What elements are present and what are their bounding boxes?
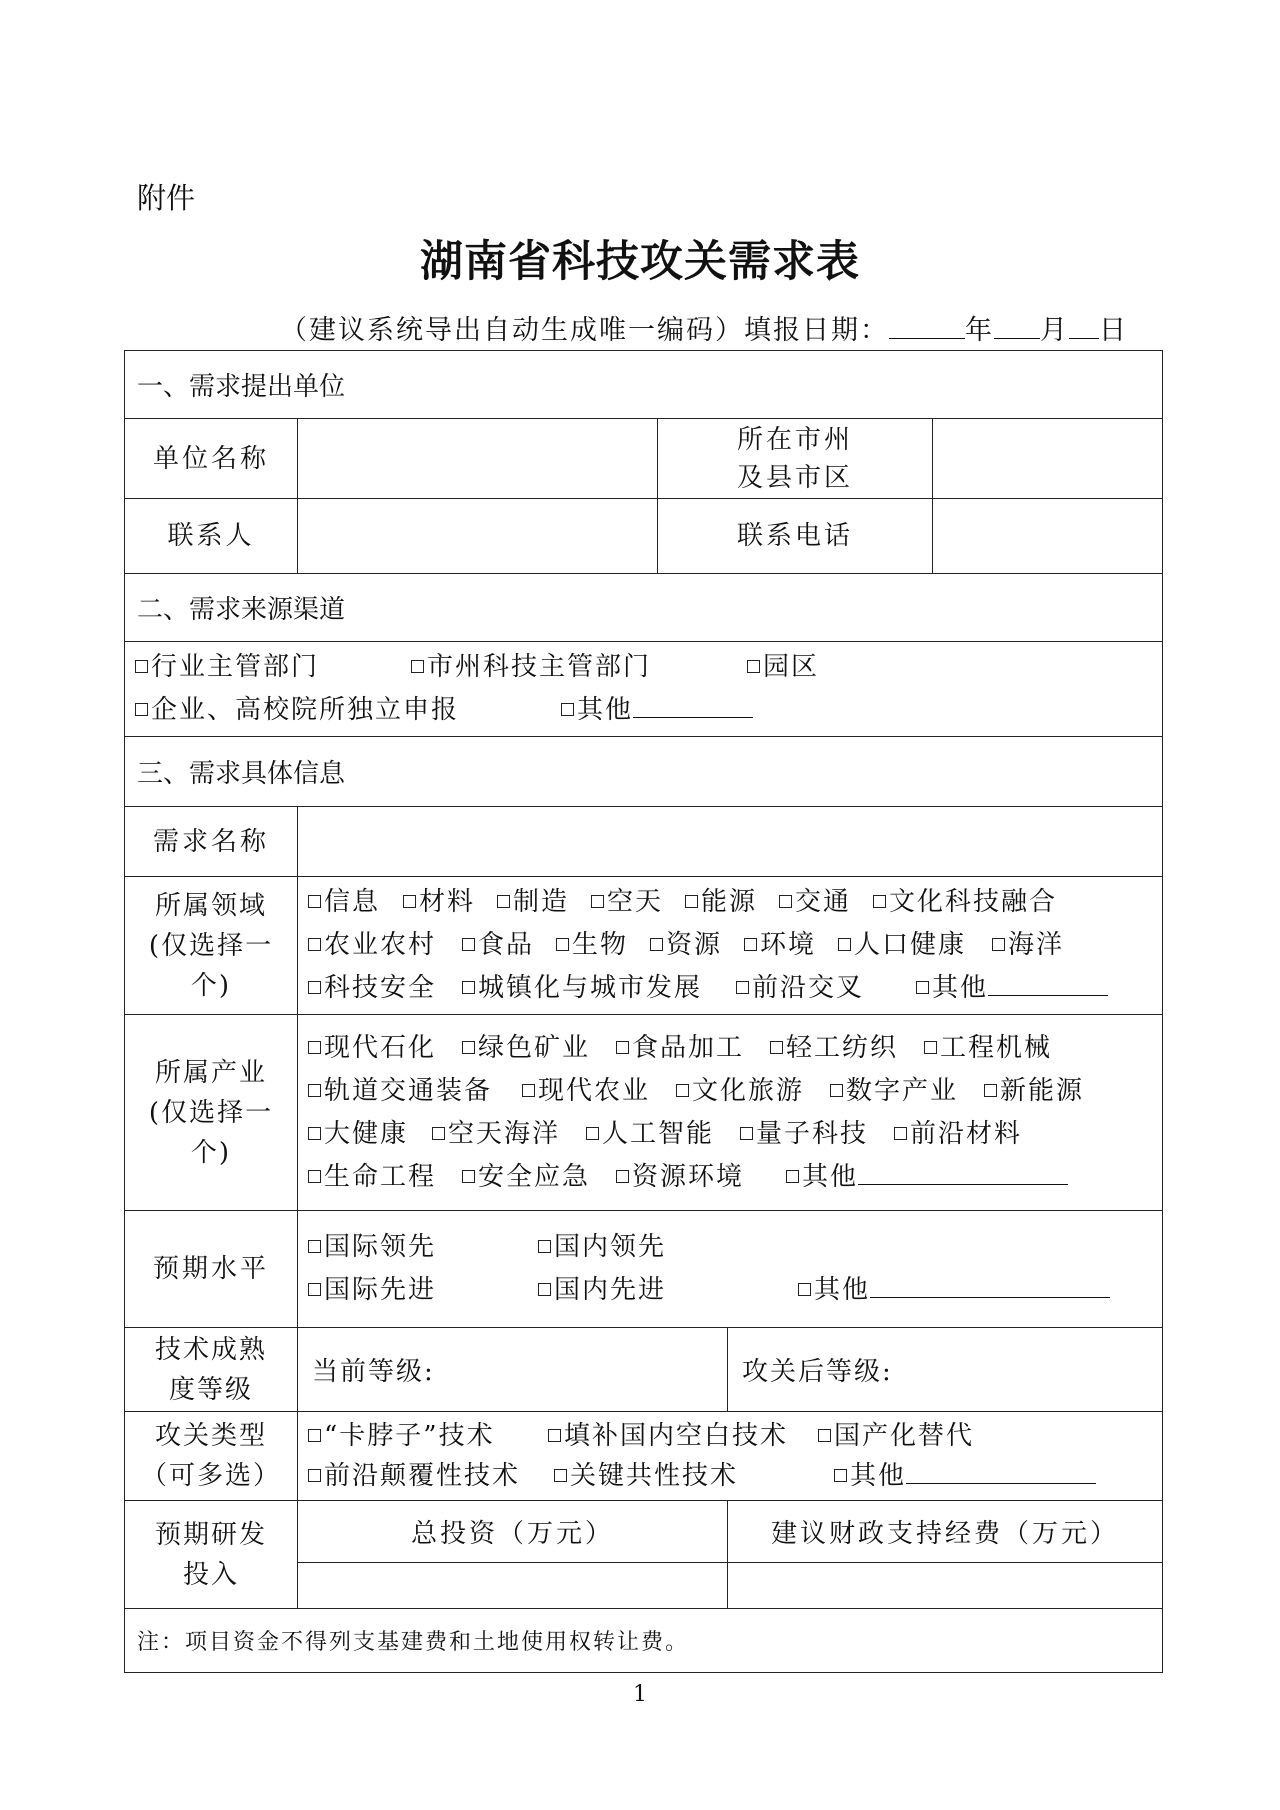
checkbox[interactable] <box>432 1127 445 1140</box>
other-blank[interactable] <box>988 969 1108 996</box>
type-option[interactable]: 关键共性技术 <box>554 1456 834 1496</box>
checkbox[interactable] <box>308 938 321 951</box>
industry-option[interactable]: 新能源 <box>984 1070 1084 1113</box>
other-blank[interactable] <box>906 1457 1096 1484</box>
checkbox[interactable] <box>135 660 148 673</box>
checkbox[interactable] <box>462 981 475 994</box>
field-option[interactable]: 人口健康 <box>838 924 992 967</box>
checkbox[interactable] <box>308 1084 321 1097</box>
year-blank[interactable] <box>889 314 965 339</box>
field-option[interactable]: 空天 <box>591 881 685 924</box>
field-option[interactable]: 海洋 <box>992 924 1064 967</box>
attachment-label: 附件 <box>137 181 196 215</box>
level-option[interactable]: 国际先进 <box>308 1269 538 1312</box>
checkbox[interactable] <box>462 1170 475 1183</box>
industry-option[interactable]: 空天海洋 <box>432 1113 586 1156</box>
field-option[interactable]: 材料 <box>403 881 497 924</box>
type-option[interactable]: 前沿颠覆性技术 <box>308 1456 554 1496</box>
checkbox[interactable] <box>462 1041 475 1054</box>
industry-option[interactable]: 工程机械 <box>924 1027 1052 1070</box>
source-option[interactable]: 园区 <box>747 646 819 689</box>
month-blank[interactable] <box>994 314 1040 339</box>
total-investment-field[interactable] <box>298 1563 728 1609</box>
level-option[interactable]: 国内先进 <box>538 1269 798 1312</box>
phone-field[interactable] <box>933 499 1163 574</box>
year-label: 年 <box>965 315 994 346</box>
checkbox[interactable] <box>308 1429 321 1442</box>
type-option[interactable]: 其他 <box>834 1456 906 1496</box>
checkbox[interactable] <box>834 1469 847 1482</box>
unit-name-field[interactable] <box>298 419 658 499</box>
checkbox[interactable] <box>685 895 698 908</box>
industry-option[interactable]: 食品加工 <box>616 1027 770 1070</box>
month-label: 月 <box>1040 315 1069 346</box>
day-blank[interactable] <box>1069 314 1099 339</box>
checkbox[interactable] <box>591 895 604 908</box>
checkbox[interactable] <box>135 703 148 716</box>
phone-label: 联系电话 <box>658 499 933 574</box>
field-option[interactable]: 食品 <box>462 924 556 967</box>
field-option[interactable]: 文化科技融合 <box>873 881 1057 924</box>
source-option[interactable]: 行业主管部门 <box>135 646 411 689</box>
checkbox[interactable] <box>992 938 1005 951</box>
type-option[interactable]: 国产化替代 <box>818 1416 974 1456</box>
industry-option[interactable]: 现代农业 <box>522 1070 676 1113</box>
checkbox[interactable] <box>894 1127 907 1140</box>
checkbox[interactable] <box>308 981 321 994</box>
total-investment-header: 总投资（万元） <box>298 1501 728 1563</box>
source-option[interactable]: 其他 <box>561 689 633 732</box>
checkbox[interactable] <box>736 981 749 994</box>
level-label: 预期水平 <box>125 1211 298 1328</box>
checkbox[interactable] <box>308 1469 321 1482</box>
industry-option[interactable]: 数字产业 <box>830 1070 984 1113</box>
field-option[interactable]: 资源 <box>650 924 744 967</box>
form-title: 湖南省科技攻关需求表 <box>420 237 860 287</box>
checkbox[interactable] <box>403 895 416 908</box>
checkbox[interactable] <box>830 1084 843 1097</box>
checkbox[interactable] <box>838 938 851 951</box>
financial-support-header: 建议财政支持经费（万元） <box>728 1501 1163 1563</box>
source-option[interactable]: 企业、高校院所独立申报 <box>135 689 561 732</box>
other-blank[interactable] <box>858 1158 1068 1185</box>
checkbox[interactable] <box>740 1127 753 1140</box>
industry-options <box>298 1015 1163 1211</box>
contact-label: 联系人 <box>125 499 298 574</box>
field-option[interactable]: 生物 <box>556 924 650 967</box>
industry-option[interactable]: 现代石化 <box>308 1027 462 1070</box>
checkbox[interactable] <box>556 938 569 951</box>
checkbox[interactable] <box>786 1170 799 1183</box>
field-option[interactable]: 能源 <box>685 881 779 924</box>
source-options <box>125 642 1163 737</box>
checkbox[interactable] <box>616 1170 629 1183</box>
maturity-current[interactable]: 当前等级: <box>298 1328 728 1412</box>
field-option[interactable]: 前沿交叉 <box>736 967 916 1010</box>
field-option[interactable]: 农业农村 <box>308 924 462 967</box>
checkbox[interactable] <box>924 1041 937 1054</box>
checkbox[interactable] <box>522 1084 535 1097</box>
contact-field[interactable] <box>298 499 658 574</box>
checkbox[interactable] <box>554 1469 567 1482</box>
industry-option[interactable]: 大健康 <box>308 1113 432 1156</box>
source-option[interactable]: 市州科技主管部门 <box>411 646 747 689</box>
field-option[interactable]: 城镇化与城市发展 <box>462 967 736 1010</box>
section3-heading: 三、需求具体信息 <box>125 737 1163 807</box>
industry-option[interactable]: 量子科技 <box>740 1113 894 1156</box>
checkbox[interactable] <box>538 1283 551 1296</box>
industry-option[interactable]: 生命工程 <box>308 1156 462 1199</box>
checkbox[interactable] <box>538 1240 551 1253</box>
level-option[interactable]: 国内领先 <box>538 1226 666 1269</box>
checkbox[interactable] <box>497 895 510 908</box>
field-option[interactable]: 环境 <box>744 924 838 967</box>
checkbox[interactable] <box>798 1283 811 1296</box>
checkbox[interactable] <box>676 1084 689 1097</box>
section1-heading: 一、需求提出单位 <box>125 351 1163 419</box>
type-options <box>298 1412 1163 1501</box>
checkbox[interactable] <box>548 1429 561 1442</box>
checkbox[interactable] <box>308 895 321 908</box>
unit-name-label: 单位名称 <box>125 419 298 499</box>
industry-option[interactable]: 轻工纺织 <box>770 1027 924 1070</box>
checkbox[interactable] <box>747 660 760 673</box>
type-option[interactable]: “卡脖子”技术 <box>308 1416 548 1456</box>
field-option[interactable]: 制造 <box>497 881 591 924</box>
maturity-after[interactable]: 攻关后等级: <box>728 1328 1163 1412</box>
industry-option[interactable]: 其他 <box>786 1156 858 1199</box>
financial-support-field[interactable] <box>728 1563 1163 1609</box>
checkbox[interactable] <box>308 1240 321 1253</box>
checkbox[interactable] <box>308 1170 321 1183</box>
other-blank[interactable] <box>870 1271 1110 1298</box>
type-option[interactable]: 填补国内空白技术 <box>548 1416 818 1456</box>
level-options <box>298 1211 1163 1328</box>
checkbox[interactable] <box>873 895 886 908</box>
industry-option[interactable]: 文化旅游 <box>676 1070 830 1113</box>
checkbox[interactable] <box>462 938 475 951</box>
section2-heading: 二、需求来源渠道 <box>125 574 1163 642</box>
checkbox[interactable] <box>779 895 792 908</box>
checkbox[interactable] <box>744 938 757 951</box>
checkbox[interactable] <box>818 1429 831 1442</box>
industry-option[interactable]: 绿色矿业 <box>462 1027 616 1070</box>
field-option[interactable]: 其他 <box>916 967 988 1010</box>
industry-option[interactable]: 前沿材料 <box>894 1113 1022 1156</box>
demand-name-label: 需求名称 <box>125 807 298 877</box>
level-option[interactable]: 国际领先 <box>308 1226 538 1269</box>
day-label: 日 <box>1099 315 1128 346</box>
industry-option[interactable]: 人工智能 <box>586 1113 740 1156</box>
field-option[interactable]: 信息 <box>308 881 403 924</box>
fill-date-prefix: （建议系统导出自动生成唯一编码）填报日期： <box>280 315 889 346</box>
fill-date-line <box>280 308 1128 347</box>
field-option[interactable]: 交通 <box>779 881 873 924</box>
other-blank[interactable] <box>633 691 753 718</box>
checkbox[interactable] <box>916 981 929 994</box>
footnote: 注：项目资金不得列支基建费和土地使用权转让费。 <box>125 1609 1163 1673</box>
checkbox[interactable] <box>308 1283 321 1296</box>
city-label-line2: 及县市区 <box>736 462 853 493</box>
type-label: 攻关类型 （可多选） <box>125 1412 298 1501</box>
level-option[interactable]: 其他 <box>798 1269 870 1312</box>
checkbox[interactable] <box>308 1127 321 1140</box>
checkbox[interactable] <box>650 938 663 951</box>
checkbox[interactable] <box>586 1127 599 1140</box>
investment-label: 预期研发 投入 <box>125 1501 298 1609</box>
demand-form-table <box>124 350 1163 1673</box>
checkbox[interactable] <box>616 1041 629 1054</box>
city-field[interactable] <box>933 419 1163 499</box>
checkbox[interactable] <box>770 1041 783 1054</box>
industry-label: 所属产业 (仅选择一 个) <box>125 1015 298 1211</box>
field-option[interactable]: 科技安全 <box>308 967 462 1010</box>
industry-option[interactable]: 资源环境 <box>616 1156 786 1199</box>
checkbox[interactable] <box>561 703 574 716</box>
checkbox[interactable] <box>308 1041 321 1054</box>
city-label <box>658 419 933 499</box>
industry-option[interactable]: 安全应急 <box>462 1156 616 1199</box>
checkbox[interactable] <box>984 1084 997 1097</box>
industry-option[interactable]: 轨道交通装备 <box>308 1070 522 1113</box>
demand-name-field[interactable] <box>298 807 1163 877</box>
maturity-label: 技术成熟 度等级 <box>125 1328 298 1412</box>
city-label-line1: 所在市州 <box>736 424 853 455</box>
page-number: 1 <box>633 1682 647 1707</box>
field-label: 所属领域 (仅选择一 个) <box>125 877 298 1015</box>
field-options <box>298 877 1163 1015</box>
checkbox[interactable] <box>411 660 424 673</box>
